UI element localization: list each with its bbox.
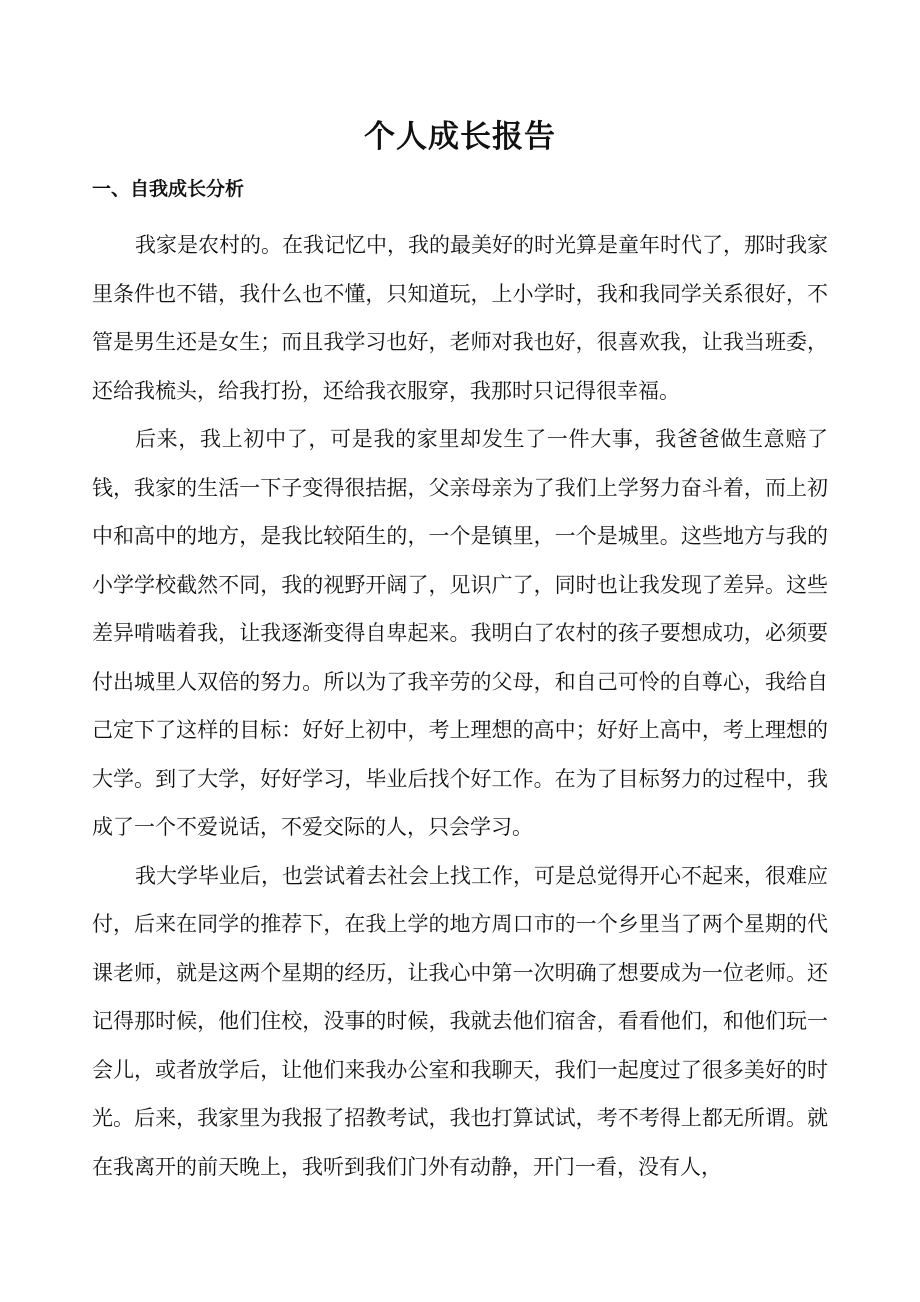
section-heading: 一、自我成长分析 <box>92 178 245 200</box>
paragraph: 我家是农村的。在我记忆中，我的最美好的时光算是童年时代了，那时我家里条件也不错，我什么也不懂，只知道玩，上小学时，我和我同学关系很好，不管是男生还是女生；而且我学习也好，老师对我也好，很喜欢我，让我当班委，还给我梳头，给我打扮，还给我衣服穿，我那时只记得很幸福。 <box>92 233 828 403</box>
document-body <box>92 221 828 1191</box>
document-title: 个人成长报告 <box>364 119 556 155</box>
paragraph: 我大学毕业后，也尝试着去社会上找工作，可是总觉得开心不起来，很难应付，后来在同学的推荐下，在我上学的地方周口市的一个乡里当了两个星期的代课老师，就是这两个星期的经历，让我心中第一次明确了想要成为一位老师。还记得那时候，他们住校，没事的时候，我就去他们宿舍，看看他们，和他们玩一会儿，或者放学后，让他们来我办公室和我聊天，我们一起度过了很多美好的时光。后来，我家里为我报了招教考试，我也打算试试，考不考得上都无所谓。就在我离开的前天晚上，我听到我们门外有动静，开门一看，没有人， <box>92 863 828 1179</box>
paragraph: 后来，我上初中了，可是我的家里却发生了一件大事，我爸爸做生意赔了钱，我家的生活一下子变得很拮据，父亲母亲为了我们上学努力奋斗着，而上初中和高中的地方，是我比较陌生的，一个是镇里，一个是城里。这些地方与我的小学学校截然不同，我的视野开阔了，见识广了，同时也让我发现了差异。这些差异啃啮着我，让我逐渐变得自卑起来。我明白了农村的孩子要想成功，必须要付出城里人双倍的努力。所以为了我辛劳的父母，和自己可怜的自尊心，我给自己定下了这样的目标：好好上初中，考上理想的高中；好好上高中，考上理想的大学。到了大学，好好学习，毕业后找个好工作。在为了目标努力的过程中，我成了一个不爱说话，不爱交际的人，只会学习。 <box>92 427 828 839</box>
